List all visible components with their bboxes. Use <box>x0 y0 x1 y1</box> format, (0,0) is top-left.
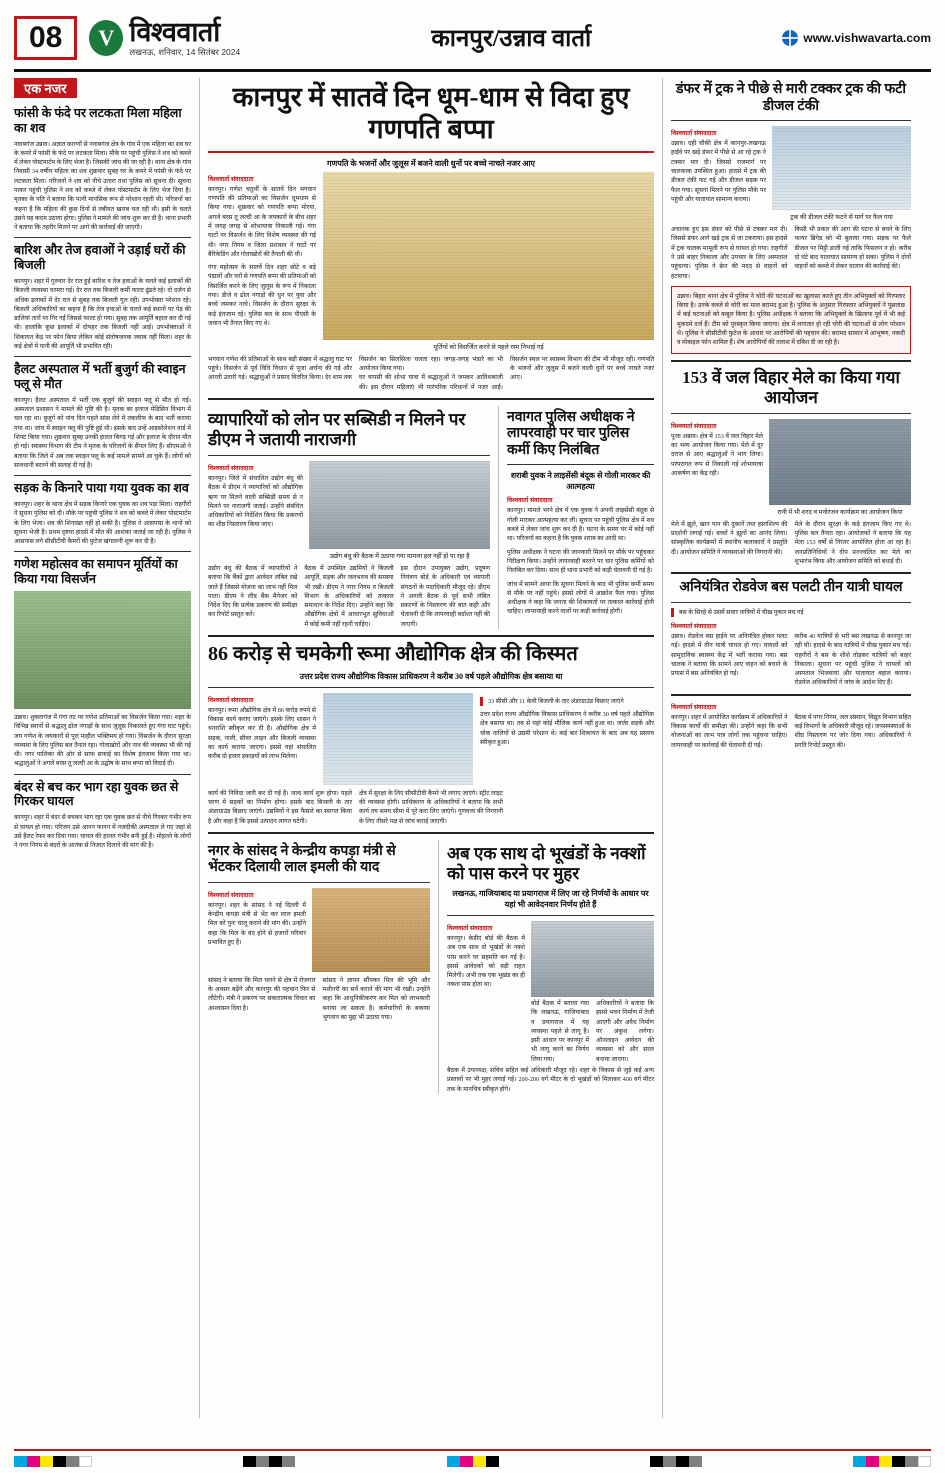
lead-headline: कानपुर में सातवें दिन धूम-धाम से विदा हुए गणपति बप्पा <box>232 82 630 144</box>
left-article-6 <box>14 780 191 851</box>
lead-kicker: गणपति के भजनों और जुलूस में बजने वाली धुनों पर बच्चे नाचते नजर आए <box>327 158 535 168</box>
right-story-3 <box>671 580 911 688</box>
headline: बारिश और तेज हवाओं ने उड़ाई घरों की बिजली <box>14 243 186 273</box>
story3-body-col2: पुलिस अधीक्षक ने घटना की जानकारी मिलने पर मौके पर पहुंचकर निरीक्षण किया। उन्होंने लापरवाही बरतने पर चार पुलिस कर्मियों को निलंबित कर दिया। साथ ही थाना प्रभारी को कड़ी चेतावनी दी गई है। <box>507 548 654 575</box>
headline: बंदर से बच कर भाग रहा युवक छत से गिरकर घायल <box>14 779 179 809</box>
story5-body-col3: सांसद ने ज्ञापन सौंपकर मिल की भूमि और मशीनरी का सर्वे कराने की मांग भी रखी। उन्होंने कहा कि आधुनिकीकरण कर मिल को लाभकारी बनाया जा सकता है। कर्मचारियों के बकाया भुगतान का मुद्दा भी उठाया गया। <box>322 976 430 1022</box>
right-column <box>663 78 911 1418</box>
story2-body-col4: इस दौरान उपायुक्त उद्योग, प्रदूषण नियंत्रण बोर्ड के अधिकारी एवं व्यापारी संगठनों के पदाधिकारी मौजूद रहे। डीएम ने अगली बैठक से पूर्व सभी लंबित प्रकरणों के निस्तारण की बात कही और चेतावनी दी कि लापरवाही बर्दाश्त नहीं की जाएगी। <box>400 565 490 628</box>
lead-body-col1: कानपुर। गणेश चतुर्थी के सातवें दिन भगवान गणपति की प्रतिमाओं का विसर्जन धूमधाम से किया गया। शुक्रवार को गणपति बप्पा मोरया, अगले बरस तू जल्दी आ के जयकारों के बीच शहर में जगह जगह से शोभायात्रा निकाली गई। गंगा घाटों पर विसर्जन के लिए विशेष व्यवस्था की गई थी। नगर निगम व जिला प्रशासन ने घाटों पर बैरिकेडिंग और गोताखोरों की तैनाती की थी। <box>208 185 316 258</box>
byline: विश्ववार्ता संवाददाता <box>671 422 717 430</box>
right-story3-body-col1: उन्नाव। रोडवेज बस हाईवे पर अनियंत्रित होकर पलट गई। हादसे में तीन यात्री घायल हो गए। घायलों को सामुदायिक स्वास्थ्य केंद्र में भर्ती कराया गया। बस चालक ने बताया कि सामने आए वाहन को बचाने के प्रयास में बस अनियंत्रित हो गई। <box>671 632 788 678</box>
article-body: कानपुर। शहर में गुरुवार देर रात हुई बारिश व तेज हवाओं के चलते कई इलाकों की बिजली व्यवस्था चरमरा गई। देर रात तक बिजली कर्मी फाल्ट ढूंढते रहे। दो दर्जन से अधिक इलाकों में देर रात से सुबह तक बिजली गुल रही। उपभोक्ता परेशान रहे। बिजली अधिकारियों का कहना है कि तेज हवाओं के चलते कई स्थानों पर पेड़ की डालियां तारों पर गिर गईं जिससे फाल्ट हो गया। सुबह तक आपूर्ति बहाल कर दी गई थी। हालांकि कुछ इलाकों में दोपहर तक बिजली नहीं आई। उपभोक्ताओं ने शिकायत केंद्र पर फोन किया लेकिन कोई संतोषजनक जवाब नहीं मिला। शहर के कई क्षेत्रों में पानी की आपूर्ति भी प्रभावित रही। <box>14 277 191 351</box>
lead-body-col2: गंगा महोत्सव के सातवें दिन शहर छोटे व बड़े पंडालों और घरों से गणपति बप्पा की प्रतिमाओं को विसर्जित करने के लिए जुलूस के रूप में निकाला गया। डीजे व ढोल नगाड़ों की धुन पर युवा और बच्चे जमकर नाचे। विसर्जन के दौरान सुरक्षा के कड़े इंतजाम रहे। पुलिस बल के साथ पीएसी के जवान भी तैनात किए गए थे। <box>208 264 316 327</box>
globe-icon <box>782 30 798 46</box>
byline: विश्ववार्ता संवाददाता <box>447 924 493 932</box>
story2-photo-caption: उद्योग बंधु की बैठक में उठाया गया मामला हल नहीं हो पा रहा है <box>329 553 470 560</box>
right-story4-body-col2: बैठक में नगर निगम, जल संस्थान, विद्युत विभाग सहित कई विभागों के अधिकारी मौजूद रहे। जनसमस्याओं के शीघ्र निस्तारण पर जोर दिया गया। अधिकारियों ने प्रगति रिपोर्ट प्रस्तुत की। <box>794 713 911 749</box>
left-article-1 <box>14 106 191 232</box>
story2-body-col1: कानपुर। जिले में संचालित उद्योग बंधु की बैठक में डीएम ने व्यापारियों को औद्योगिक ऋण पर मिलने वाली सब्सिडी समय से न मिलने पर नाराजगी जताई। उन्होंने संबंधित अधिकारियों को निर्देशित किया कि प्रकरणों का शीघ्र निस्तारण किया जाए। <box>208 475 303 529</box>
story4-body-col2: उत्तर प्रदेश राज्य औद्योगिक विकास प्राधिकरण ने करीब 30 वर्ष पहले औद्योगिक क्षेत्र बसाया था। तब से यहां कोई मौलिक कार्य नहीं हुआ था। जर्जर सड़कें और चोक नालियों से उद्यमी परेशान थे। कई बार शिकायत के बाद अब यह प्रस्ताव स्वीकृत हुआ। <box>480 710 654 746</box>
footer-rule <box>14 1449 931 1451</box>
story6-photo-kda-board-meeting <box>531 921 654 997</box>
article-photo-ganesh-visarjan <box>14 591 191 709</box>
color-bar-center <box>447 1456 499 1467</box>
lead-photo-caption: मूर्तियों को विसर्जित करने से पहले रस्म निभाई गई <box>433 343 544 351</box>
right-story1-headline: डंफर में ट्रक ने पीछे से मारी टक्कर ट्रक की फटी डीजल टंकी <box>676 82 906 114</box>
right-story4-body-col1: कानपुर। शहर में आयोजित कार्यक्रम में अधिकारियों ने विकास कार्यों की समीक्षा की। उन्होंने कहा कि सभी योजनाओं का लाभ पात्र लोगों तक पहुंचना चाहिए। लापरवाही पर कार्रवाई की चेतावनी दी गई। <box>671 713 788 749</box>
right-story3-body-col2: करीब 40 यात्रियों से भरी बस लखनऊ से कानपुर जा रही थी। हादसे के बाद यात्रियों में चीख पुकार मच गई। राहगीरों ने बस के शीशे तोड़कर यात्रियों को बाहर निकाला। सूचना पर पहुंची पुलिस ने घायलों को अस्पताल भिजवाया और यातायात बहाल कराया। रोडवेज अधिकारियों ने जांच के आदेश दिए हैं। <box>794 632 911 687</box>
story4-body-col1: कानपुर। रूमा औद्योगिक क्षेत्र में 86 करोड़ रुपये से विकास कार्य कराए जाएंगे। इसके लिए शासन ने धनराशि स्वीकृत कर दी है। औद्योगिक क्षेत्र में सड़क, नाली, सीवर लाइन और बिजली व्यवस्था का कार्य कराया जाएगा। इससे यहां संचालित करीब दो हजार इकाइयों को लाभ मिलेगा। <box>208 706 316 761</box>
page-title: कानपुर/उन्नाव वार्ता <box>431 26 592 52</box>
left-article-5 <box>14 557 191 768</box>
story4-body-col3: कार्य की निविदा जारी कर दी गई है। जल्द कार्य शुरू होगा। पहले चरण में सड़कों का निर्माण होगा। इसके बाद बिजली के तार अंडरग्राउंड बिछाए जाएंगे। उद्यमियों ने इस फैसले का स्वागत किया है और कहा है कि इससे उत्पादन लागत घटेगी। <box>208 789 352 825</box>
publication-name: विश्ववार्ता <box>129 16 220 47</box>
right-story2-body-col3: मेले के दौरान सुरक्षा के कड़े इंतजाम किए गए थे। पुलिस बल तैनात रहा। आयोजकों ने बताया कि यह मेला 153 वर्षों से निरंतर आयोजित होता आ रहा है। जनप्रतिनिधियों ने दीप प्रज्ज्वलित कर मेले का शुभारंभ किया और आयोजन समिति को बधाई दी। <box>794 520 911 565</box>
story2-body-col2: उद्योग बंधु की बैठक में व्यापारियों ने बताया कि बैंकों द्वारा आवेदन लंबित रखे जाते हैं जिससे योजना का लाभ नहीं मिल पाता। डीएम ने लीड बैंक मैनेजर को निर्देश दिए कि प्रत्येक प्रकरण की समीक्षा कर रिपोर्ट प्रस्तुत करें। <box>208 565 298 619</box>
story4-body-col4: क्षेत्र में सुरक्षा के लिए सीसीटीवी कैमरे भी लगाए जाएंगे। स्ट्रीट लाइट की व्यवस्था होगी। प्राधिकरण के अधिकारियों ने बताया कि सभी कार्य तय समय सीमा में पूरे करा लिए जाएंगे। गुणवत्ता की निगरानी के लिए तीसरे पक्ष से जांच कराई जाएगी। <box>359 789 503 825</box>
story5-body-col2: सांसद ने बताया कि मिल चलने से क्षेत्र में रोजगार के अवसर बढ़ेंगे और कानपुर की पहचान फिर से लौटेगी। मंत्री ने प्रकरण पर सकारात्मक विचार का आश्वासन दिया है। <box>208 976 316 1012</box>
article-body: कानपुर। हैलट अस्पताल में भर्ती एक बुजुर्ग की स्वाइन फ्लू से मौत हो गई। अस्पताल प्रशासन ने मामले की पुष्टि की है। मृतक का इलाज मेडिसिन विभाग में चल रहा था। बुजुर्ग को पांच दिन पहले सांस लेने में तकलीफ के बाद भर्ती कराया गया था। जांच में स्वाइन फ्लू की पुष्टि हुई थी। इसके बाद उन्हें आइसोलेशन वार्ड में शिफ्ट किया गया। शुक्रवार सुबह उनकी हालत बिगड़ गई और इलाज के दौरान मौत हो गई। स्वास्थ्य विभाग की टीम ने मृतक के परिजनों के सैंपल लिए हैं। सीएमओ ने बताया कि जिले में अब तक स्वाइन फ्लू के कई मामले सामने आ चुके हैं। लोगों को सावधानी बरतने की सलाह दी गई है। <box>14 396 191 469</box>
right-boxed-body: उन्नाव। बिहार थाना क्षेत्र में पुलिस ने चोरी की घटनाओं का खुलासा करते हुए तीन अभियुक्तों को गिरफ्तार किया है। उनके कब्जे से चोरी का माल बरामद हुआ है। पुलिस के अनुसार गिरफ्तार अभियुक्तों ने पूछताछ में कई घटनाओं को कबूल किया है। पुलिस अधीक्षक ने बताया कि अभियुक्तों के खिलाफ पूर्व में भी कई मुकदमे दर्ज हैं। टीम को पुरस्कृत किया जाएगा। क्षेत्र में लगातार हो रही चोरी की घटनाओं से लोग परेशान थे। पुलिस ने सीसीटीवी फुटेज के आधार पर आरोपियों की पहचान की। बरामद सामान में आभूषण, नकदी व मोबाइल फोन शामिल हैं। शेष आरोपियों की तलाश में दबिश दी जा रही है। <box>677 292 905 347</box>
right-story-1 <box>671 82 911 281</box>
story6-body-col3: अधिकारियों ने बताया कि इससे भवन निर्माण में तेजी आएगी और अवैध निर्माण पर अंकुश लगेगा। ऑनलाइन आवेदन की व्यवस्था को और सरल बनाया जाएगा। <box>596 999 654 1063</box>
color-bar-mid-left <box>243 1456 295 1467</box>
byline: विश्ववार्ता संवाददाता <box>208 175 254 183</box>
right-story2-photo-caption: रानी में भी शरद व मनोरंजन कार्यक्रम का आयोजन किया <box>777 508 903 516</box>
left-article-3 <box>14 362 191 470</box>
edition-date: लखनऊ, शनिवार, 14 सितंबर 2024 <box>129 46 241 57</box>
masthead <box>14 10 931 72</box>
headline: हैलट अस्पताल में भर्ती बुजुर्ग की स्वाइन फ्लू से मौत <box>14 362 186 392</box>
story6-body-col1: कानपुर। केडीए बोर्ड की बैठक में अब एक साथ दो भूखंडों के नक्शे पास करने पर सहमति बन गई है। इससे आवेदकों को बड़ी राहत मिलेगी। अभी तक एक भूखंड का ही नक्शा पास होता था। <box>447 934 525 989</box>
right-story2-body-col1: पूजा अन्नाव। क्षेत्र में 153 वें जल विहार मेले का भव्य आयोजन किया गया। मेले में दूर दराज से आए श्रद्धालुओं ने भाग लिया। परंपरागत रूप से निकाली गई शोभायात्रा आकर्षण का केंद्र रही। <box>671 432 763 477</box>
byline: विश्ववार्ता संवाददाता <box>208 465 254 472</box>
right-story2-body-col2: मेले में झूले, खान पान की दुकानें तथा हस्तशिल्प की प्रदर्शनी लगाई गई। बच्चों ने झूलों का आनंद लिया। सांस्कृतिक कार्यक्रमों में स्थानीय कलाकारों ने प्रस्तुति दी। आयोजन समिति ने व्यवस्थाओं की निगरानी की। <box>671 520 788 556</box>
article-body: कानपुर। शहर में बंदर से बचकर भाग रहा एक युवक छत से नीचे गिरकर गंभीर रूप से घायल हो गया। परिजन उसे आनन फानन में नजदीकी अस्पताल ले गए जहां से उसे हैलट रेफर कर दिया गया। घायल की हालत गंभीर बनी हुई है। मोहल्ले के लोगों ने नगर निगम से बंदरों के आतंक से निजात दिलाने की मांग की है। <box>14 814 191 850</box>
publication-logo <box>89 16 241 57</box>
story6-body-col2: बोर्ड बैठक में बताया गया कि लखनऊ, गाजियाबाद व प्रयागराज में यह व्यवस्था पहले से लागू है। इसी आधार पर कानपुर में भी लागू करने का निर्णय लिया गया। <box>531 999 589 1063</box>
byline: विश्ववार्ता संवाददाता <box>671 703 717 711</box>
color-bar-left <box>14 1456 92 1467</box>
left-article-2 <box>14 243 191 351</box>
story4-kicker: उत्तर प्रदेश राज्य औद्योगिक विकास प्राधिकरण ने करीब 30 वर्ष पहले औद्योगिक क्षेत्र बसाया था <box>299 671 563 681</box>
lead-story <box>208 82 654 392</box>
headline: सड़क के किनारे पाया गया युवक का शव <box>14 481 189 496</box>
story3-headline: नवागत पुलिस अधीक्षक ने लापरवाही पर चार पुलिस कर्मी किए निलंबित <box>507 409 635 458</box>
story4 <box>208 643 654 826</box>
color-bar-right <box>853 1456 931 1467</box>
section-label-ek-nazar: एक नजर <box>14 78 77 98</box>
right-story1-body-col3: किसी भी प्रकार की आग की घटना से बचने के लिए फायर ब्रिगेड को भी बुलाया गया। सड़क पर फैले डीजल पर मिट्टी डाली गई ताकि फिसलन न हो। करीब दो घंटे बाद यातायात सामान्य हो सका। पुलिस ने दोनों वाहनों को कब्जे में लेकर चालान की कार्रवाई की। <box>794 226 911 271</box>
article-body: कानपुर। शहर के थाना क्षेत्र में सड़क किनारे एक युवक का शव पड़ा मिला। राहगीरों ने सूचना पुलिस को दी। मौके पर पहुंची पुलिस ने शव को कब्जे में लेकर पोस्टमार्टम के लिए भेजा। शव की शिनाख्त नहीं हो सकी है। पुलिस ने आसपास के थानों को सूचना भेजी है। प्रथम दृष्टया हादसे में मौत की आशंका जताई जा रही है। पुलिस ने आसपास लगे सीसीटीवी कैमरों की फुटेज खंगालनी शुरू कर दी है। <box>14 500 191 546</box>
logo-mark-icon: V <box>89 20 123 56</box>
right-story3-note: बस के सिरहे से उसमें सवार यात्रियों में चीख पुकार मच गई <box>679 608 804 616</box>
story2-body-col3: बैठक में उपस्थित उद्यमियों ने बिजली आपूर्ति, सड़क और जलभराव की समस्या भी रखी। डीएम ने नगर निगम व बिजली विभाग के अधिकारियों को तत्काल समाधान के निर्देश दिए। उन्होंने कहा कि औद्योगिक क्षेत्रों में आधारभूत सुविधाओं में कोई कमी नहीं रहनी चाहिए। <box>304 565 394 628</box>
story5-headline: नगर के सांसद ने केन्द्रीय कपड़ा मंत्री से भेंटकर दिलायी लाल इमली की याद <box>208 843 396 876</box>
right-story2-photo-jal-vihar-mela <box>769 419 911 505</box>
right-story-4 <box>671 702 911 750</box>
article-body: नवाबगंज उन्नाव। अज्ञात कारणों से नवाबगंज क्षेत्र के गांव में एक महिला का शव घर के कमरे में फांसी के फंदे पर लटकता मिला। मौके पर पहुंची पुलिस ने शव को कब्जे में लेकर पोस्टमार्टम के लिए भेजा है। जिसकी जांच की जा रही है। थाना क्षेत्र के गांव निवासी 34 वर्षीय महिला का शव शुक्रवार सुबह घर के कमरे में फांसी के फंदे पर लटकता मिला। परिजनों ने शव को नीचे उतारा तथा पुलिस को सूचना दी। सूचना पाकर पहुंची पुलिस ने शव को कब्जे में लेकर पोस्टमार्टम के लिए भेज दिया है। मृतका के पति ने बताया कि पत्नी मानसिक रूप से परेशान रहती थी। परिजनों का कहना है कि महिला की कुछ दिनों से तबीयत खराब चल रही थी। इसी के चलते उसने यह कदम उठाया होगा। पुलिस ने मामले की जांच शुरू कर दी है। थाना प्रभारी ने बताया कि तहरीर मिलने पर आगे की कार्रवाई की जाएगी। <box>14 140 192 232</box>
byline: विश्ववार्ता संवाददाता <box>208 696 254 704</box>
story4-headline: 86 करोड़ से चमकेगी रूमा औद्योगिक क्षेत्र की किस्मत <box>208 643 578 666</box>
lead-body-col3: भगवान गणेश की प्रतिमाओं के साथ बड़ी संख्या में श्रद्धालु घाट पर पहुंचे। विसर्जन से पूर्व विधि विधान से पूजा अर्चना की गई और आरती उतारी गई। श्रद्धालुओं ने प्रसाद वितरित किया। देर शाम तक विसर्जन का सिलसिला चलता रहा। जगह-जगह भंडारे का भी आयोजन किया गया। <box>208 355 503 382</box>
page-number: 08 <box>14 16 77 60</box>
story3-body-col1: कानपुर। मामले भरने क्षेत्र में एक युवक ने अपनी लाइसेंसी बंदूक से गोली मारकर आत्महत्या कर ली। सूचना पर पहुंची पुलिस क्षेत्र में शव कब्जे में लेकर जांच शुरू कर दी है। घटना के समय घर में कोई नहीं था। परिजनों का कहना है कि युवक शराब का आदी था। <box>507 507 654 543</box>
headline: फांसी के फंदे पर लटकता मिला महिला का शव <box>14 106 182 135</box>
byline: विश्ववार्ता संवाददाता <box>507 497 553 505</box>
story6-kicker: लखनऊ, गाजियाबाद या प्रयागराज में लिए जा रहे निर्णयों के आधार पर यहां भी आवेदनवार निर्णय होते हैं <box>452 888 649 909</box>
right-story1-body-col2: अचानक हुए इस डंफर को पीछे से टक्कर मार दी। जिससे डंफर आगे खड़े ट्रक से जा टकराया। इस हादसे में ट्रक चालक मामूली रूप से घायल हो गया। राहगीरों ने उसे बाहर निकाला और उपचार के लिए अस्पताल पहुंचाया। पुलिस ने क्रेन की मदद से वाहनों को हटवाया। <box>671 226 788 280</box>
right-story3-headline: अनियंत्रित रोडवेज बस पलटी तीन यात्री घायल <box>679 580 903 596</box>
story2-headline: व्यापारियों को लोन पर सब्सिडी न मिलने पर डीएम ने जतायी नाराजगी <box>208 409 466 449</box>
left-column <box>14 78 199 1418</box>
left-article-4 <box>14 481 191 546</box>
story2-photo-meeting <box>309 461 490 549</box>
byline: विश्ववार्ता संवाददाता <box>208 891 254 899</box>
right-story2-headline: 153 वें जल विहार मेले का किया गया आयोजन <box>682 367 900 407</box>
headline: गणेश महोत्सव का समापन मूर्तियों का किया गया विसर्जन <box>14 557 178 587</box>
middle-column <box>200 78 662 1418</box>
article-body: उन्नाव। शुक्लागंज में गंगा तट पर गणेश प्रतिमाओं का विसर्जन किया गया। शहर के विभिन्न स्थानों से श्रद्धालु ढोल नगाड़ों के साथ जुलूस निकालते हुए गंगा घाट पहुंचे। जय गणेश के जयकारों से पूरा माहौल भक्तिमय हो गया। विसर्जन के दौरान सुरक्षा व्यवस्था के लिए पुलिस बल तैनात रहा। गोताखोरों और नाव की व्यवस्था भी की गई थी। नगर पालिका की ओर से साफ सफाई का विशेष इंतजाम किया गया था। श्रद्धालुओं ने अगले बरस तू जल्दी आ के उद्घोष के साथ बप्पा को विदाई दी। <box>14 713 191 768</box>
right-story-2 <box>671 368 911 567</box>
story5-body-col1: कानपुर। शहर के सांसद ने नई दिल्ली में केन्द्रीय कपड़ा मंत्री से भेंट कर लाल इमली मिल को पुनः चालू कराने की मांग की। उन्होंने कहा कि मिल के बंद होने से हजारों परिवार प्रभावित हुए हैं। <box>208 901 306 947</box>
color-bar-mid-right <box>650 1456 702 1467</box>
color-registration-bars <box>14 1456 931 1467</box>
story5-photo-mp-minister <box>312 888 430 972</box>
right-boxed-story <box>671 286 911 354</box>
right-story1-body-col1: उन्नाव। दही चौकी क्षेत्र में कानपुर-लखनऊ हाईवे पर खड़े डंफर में पीछे से आ रहे ट्रक ने टक्कर मार दी। जिससे राजमार्ग पर चालकाक उपस्थित हुआ। हादसे में ट्रक की डीजल टंकी फट गई और डीजल सड़क पर फैल गया। सूचना मिलने पर पुलिस मौके पर पहुंची और यातायात सामान्य कराया। <box>671 140 766 203</box>
website-url-text: www.vishwavarta.com <box>803 30 931 45</box>
right-story1-photo-truck-accident <box>772 126 911 210</box>
story4-note: 33 सीसी और 11 केवी बिजली के तार अंडरग्राउंड बिछाए जाएंगे <box>488 697 624 705</box>
story6-headline: अब एक साथ दो भूखंडों के नक्शों को पास करने पर मुहर <box>447 843 646 883</box>
byline: विश्ववार्ता संवाददाता <box>671 622 717 630</box>
story6-body-col4: बैठक में उपाध्यक्ष, सचिव सहित कई अधिकारी मौजूद रहे। शहर के विकास से जुड़े कई अन्य प्रस्तावों पर भी मुहर लगाई गई। 200-200 वर्ग मीटर के दो भूखंडों को मिलाकर 400 वर्ग मीटर तक के मानचित्र स्वीकृत होंगे। <box>447 1067 654 1093</box>
website-link[interactable] <box>782 30 931 46</box>
lead-body-col4: घर वापसी की शोभा यात्रा में श्रद्धालुओं ने जमकर आतिशबाजी की। इस दौरान महिलाएं भी पारंपरिक परिधानों में नजर आईं। विसर्जन स्थल पर स्वास्थ्य विभाग की टीम भी मौजूद रही। गणपति के भजनों और जुलूस में बजने वाली धुनों पर बच्चे नाचते नजर आए। <box>359 355 654 391</box>
right-story1-photo-caption: ट्रक की डीजल टंकी फटने से मार्ग पर फैल गया <box>790 214 893 222</box>
lead-photo-ganpati-idol <box>323 172 654 340</box>
story3-subhead: शराबी युवक ने लाइसेंसी बंदूक से गोली मारकर की आत्महत्या <box>510 471 651 492</box>
byline: विश्ववार्ता संवाददाता <box>671 130 717 138</box>
story3-body-col3: जांच में सामने आया कि सूचना मिलने के बाद भी पुलिस कर्मी समय से मौके पर नहीं पहुंचे। इससे लोगों में आक्रोश फैल गया। पुलिस अधीक्षक ने कहा कि जनता की शिकायतों पर तत्काल कार्रवाई होनी चाहिए। लापरवाही करने वालों पर कड़ी कार्रवाई होगी। <box>507 580 654 616</box>
story4-photo-upsida-board <box>323 693 473 785</box>
